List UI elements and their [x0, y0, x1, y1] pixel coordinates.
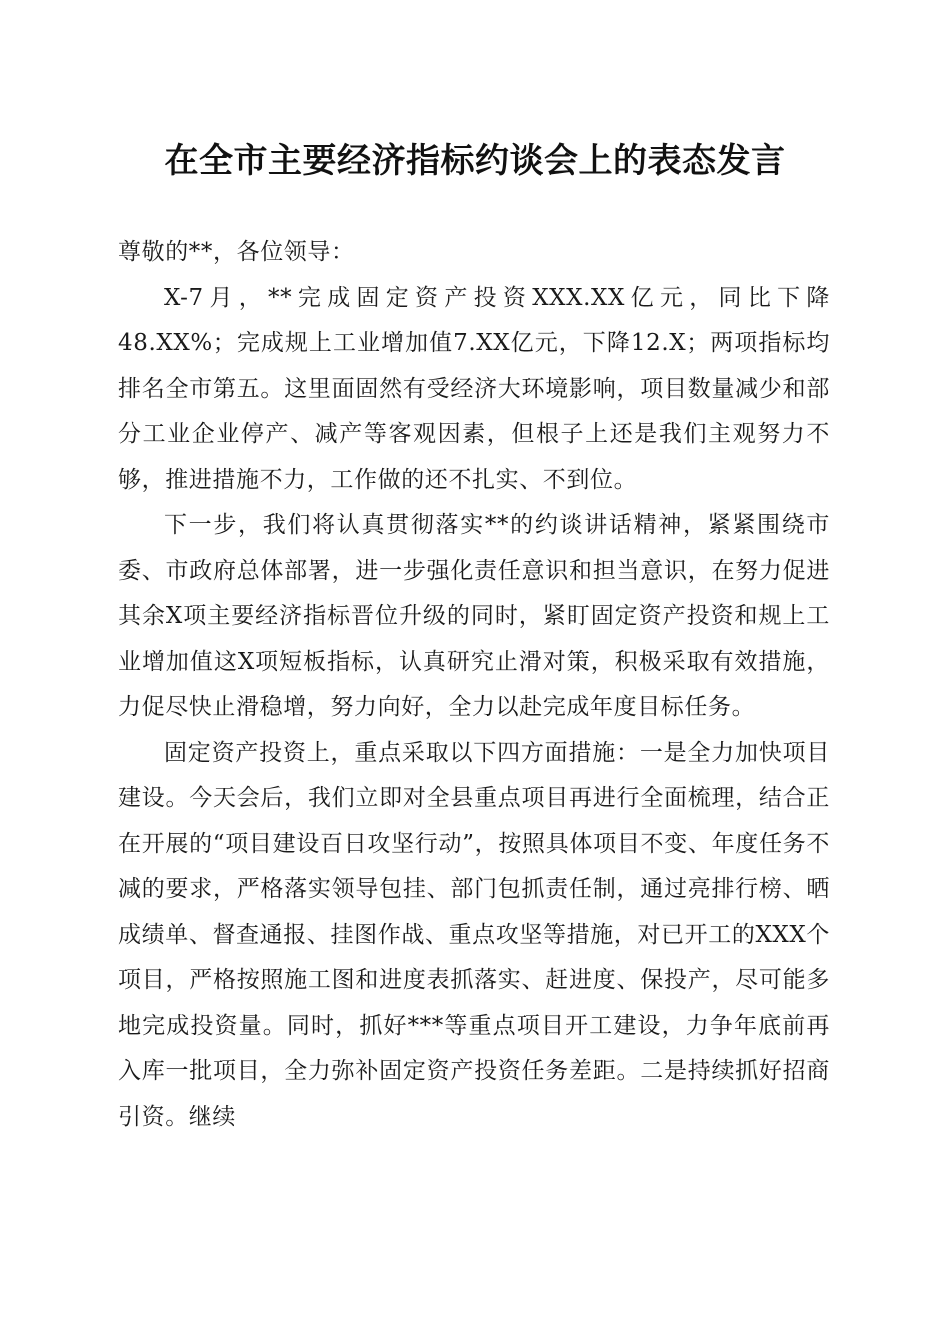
- paragraph-3: 固定资产投资上，重点采取以下四方面措施：一是全力加快项目建设。今天会后，我们立即对全县重点项目再进行全面梳理，结合正在开展的“项目建设百日攻坚行动”，按照具体项目不变、年度任务不减的要求，严格落实领导包挂、部门包抓责任制，通过亮排行榜、晒成绩单、督查通报、挂图作战、重点攻坚等措施，对已开工的XXX个项目，严格按照施工图和进度表抓落实、赶进度、保投产，尽可能多地完成投资量。同时，抓好***等重点项目开工建设，力争年底前再入库一批项目，全力弥补固定资产投资任务差距。二是持续抓好招商引资。继续: [118, 739, 830, 1130]
- document-body: [118, 230, 830, 1140]
- paragraph-1: X-7月，**完成固定资产投资XXX.XX亿元，同比下降48.XX%；完成规上工业增加值7.XX亿元，下降12.X；两项指标均排名全市第五。这里面固然有受经济大环境影响，项目数量减少和部分工业企业停产、减产等客观因素，但根子上还是我们主观努力不够，推进措施不力，工作做的还不扎实、不到位。: [118, 284, 830, 493]
- salutation: 尊敬的**，各位领导：: [118, 239, 355, 265]
- document-title: 在全市主要经济指标约谈会上的表态发言: [164, 141, 786, 181]
- paragraph-2: 下一步，我们将认真贯彻落实**的约谈讲话精神，紧紧围绕市委、市政府总体部署，进一步强化责任意识和担当意识，在努力促进其余X项主要经济指标晋位升级的同时，紧盯固定资产投资和规上工业增加值这X项短板指标，认真研究止滑对策，积极采取有效措施，力促尽快止滑稳增，努力向好，全力以赴完成年度目标任务。: [118, 512, 830, 720]
